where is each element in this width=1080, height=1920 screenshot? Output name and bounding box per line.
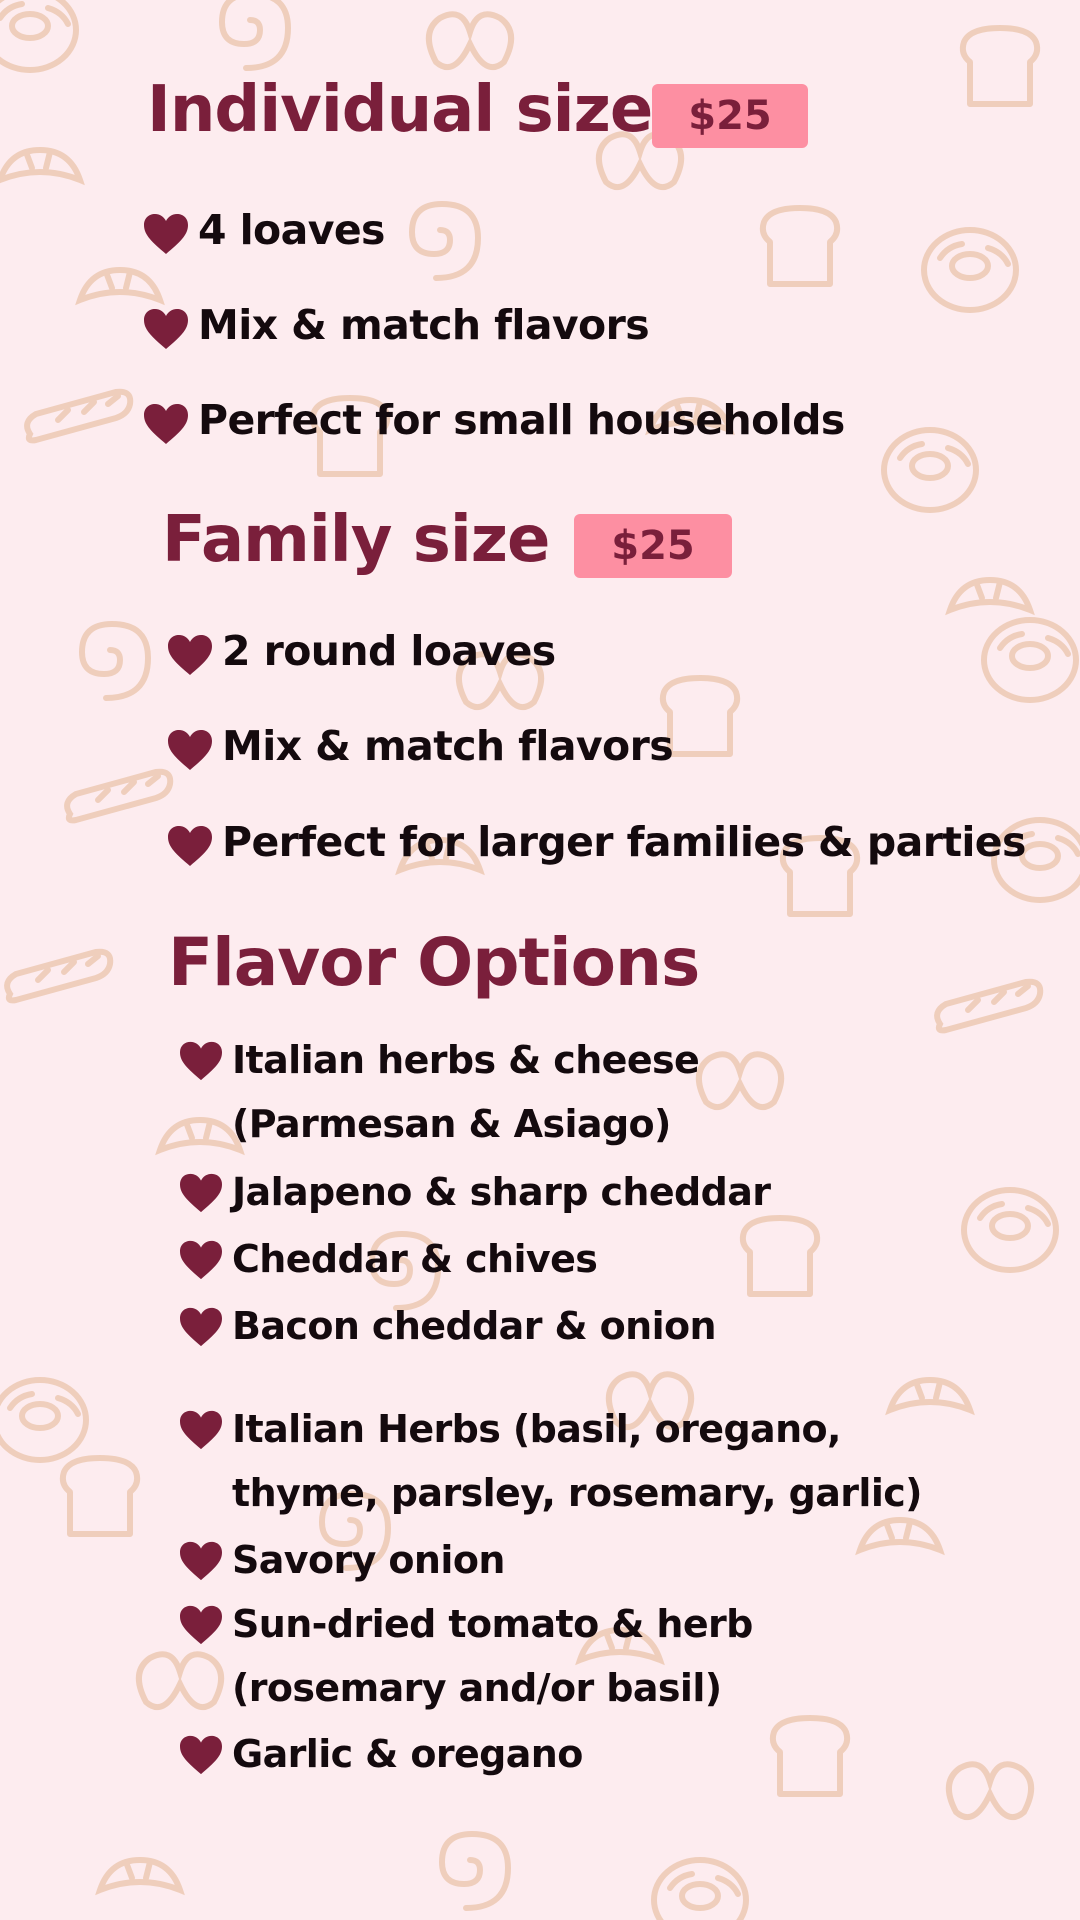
list-item bbox=[178, 1160, 770, 1224]
list-item bbox=[142, 396, 845, 446]
heart-icon bbox=[178, 1409, 224, 1451]
list-item-text: Mix & match flavors bbox=[198, 301, 650, 349]
heart-icon bbox=[178, 1734, 224, 1776]
list-item-text: Bacon cheddar & onion bbox=[232, 1304, 716, 1348]
list-item-text: Cheddar & chives bbox=[232, 1237, 598, 1281]
list-item bbox=[178, 1294, 716, 1358]
heart-icon bbox=[142, 307, 190, 351]
list-item-text: Mix & match flavors bbox=[222, 722, 674, 770]
heart-icon bbox=[178, 1604, 224, 1646]
heart-icon bbox=[178, 1239, 224, 1281]
flavor-line: Italian Herbs (basil, oregano, bbox=[232, 1407, 841, 1451]
list-item-text bbox=[232, 1592, 753, 1720]
heart-icon bbox=[178, 1172, 224, 1214]
list-item bbox=[178, 1028, 699, 1156]
list-item bbox=[142, 301, 649, 351]
list-item bbox=[178, 1592, 753, 1720]
family-price-badge: $25 bbox=[574, 514, 732, 578]
flavor-line: thyme, parsley, rosemary, garlic) bbox=[232, 1471, 922, 1515]
list-item bbox=[178, 1397, 922, 1525]
heart-icon bbox=[166, 824, 214, 868]
flavor-line: (rosemary and/or basil) bbox=[232, 1666, 722, 1710]
list-item-text bbox=[232, 1397, 922, 1525]
list-item bbox=[178, 1528, 505, 1592]
list-item-text: 4 loaves bbox=[198, 206, 385, 254]
list-item bbox=[166, 627, 556, 677]
list-item bbox=[178, 1227, 597, 1291]
family-size-title: Family size bbox=[162, 503, 550, 577]
heart-icon bbox=[178, 1306, 224, 1348]
heart-icon bbox=[142, 212, 190, 256]
individual-price-badge: $25 bbox=[652, 84, 808, 148]
heart-icon bbox=[166, 633, 214, 677]
list-item-text: Perfect for larger families & parties bbox=[222, 818, 1026, 866]
flavor-line: Italian herbs & cheese bbox=[232, 1038, 700, 1082]
list-item-text bbox=[232, 1028, 699, 1156]
heart-icon bbox=[166, 728, 214, 772]
list-item-text: Jalapeno & sharp cheddar bbox=[232, 1170, 771, 1214]
heart-icon bbox=[178, 1040, 224, 1082]
list-item bbox=[142, 206, 385, 256]
individual-size-title: Individual size bbox=[147, 73, 653, 147]
list-item-text: 2 round loaves bbox=[222, 627, 556, 675]
heart-icon bbox=[142, 402, 190, 446]
flavor-line: (Parmesan & Asiago) bbox=[232, 1102, 671, 1146]
list-item-text: Garlic & oregano bbox=[232, 1732, 583, 1776]
list-item bbox=[166, 722, 673, 772]
flavor-line: Sun-dried tomato & herb bbox=[232, 1602, 753, 1646]
list-item-text: Savory onion bbox=[232, 1538, 505, 1582]
flavor-options-title: Flavor Options bbox=[168, 924, 700, 1001]
list-item bbox=[178, 1722, 583, 1786]
heart-icon bbox=[178, 1540, 224, 1582]
list-item bbox=[166, 818, 1026, 868]
list-item-text: Perfect for small households bbox=[198, 396, 845, 444]
